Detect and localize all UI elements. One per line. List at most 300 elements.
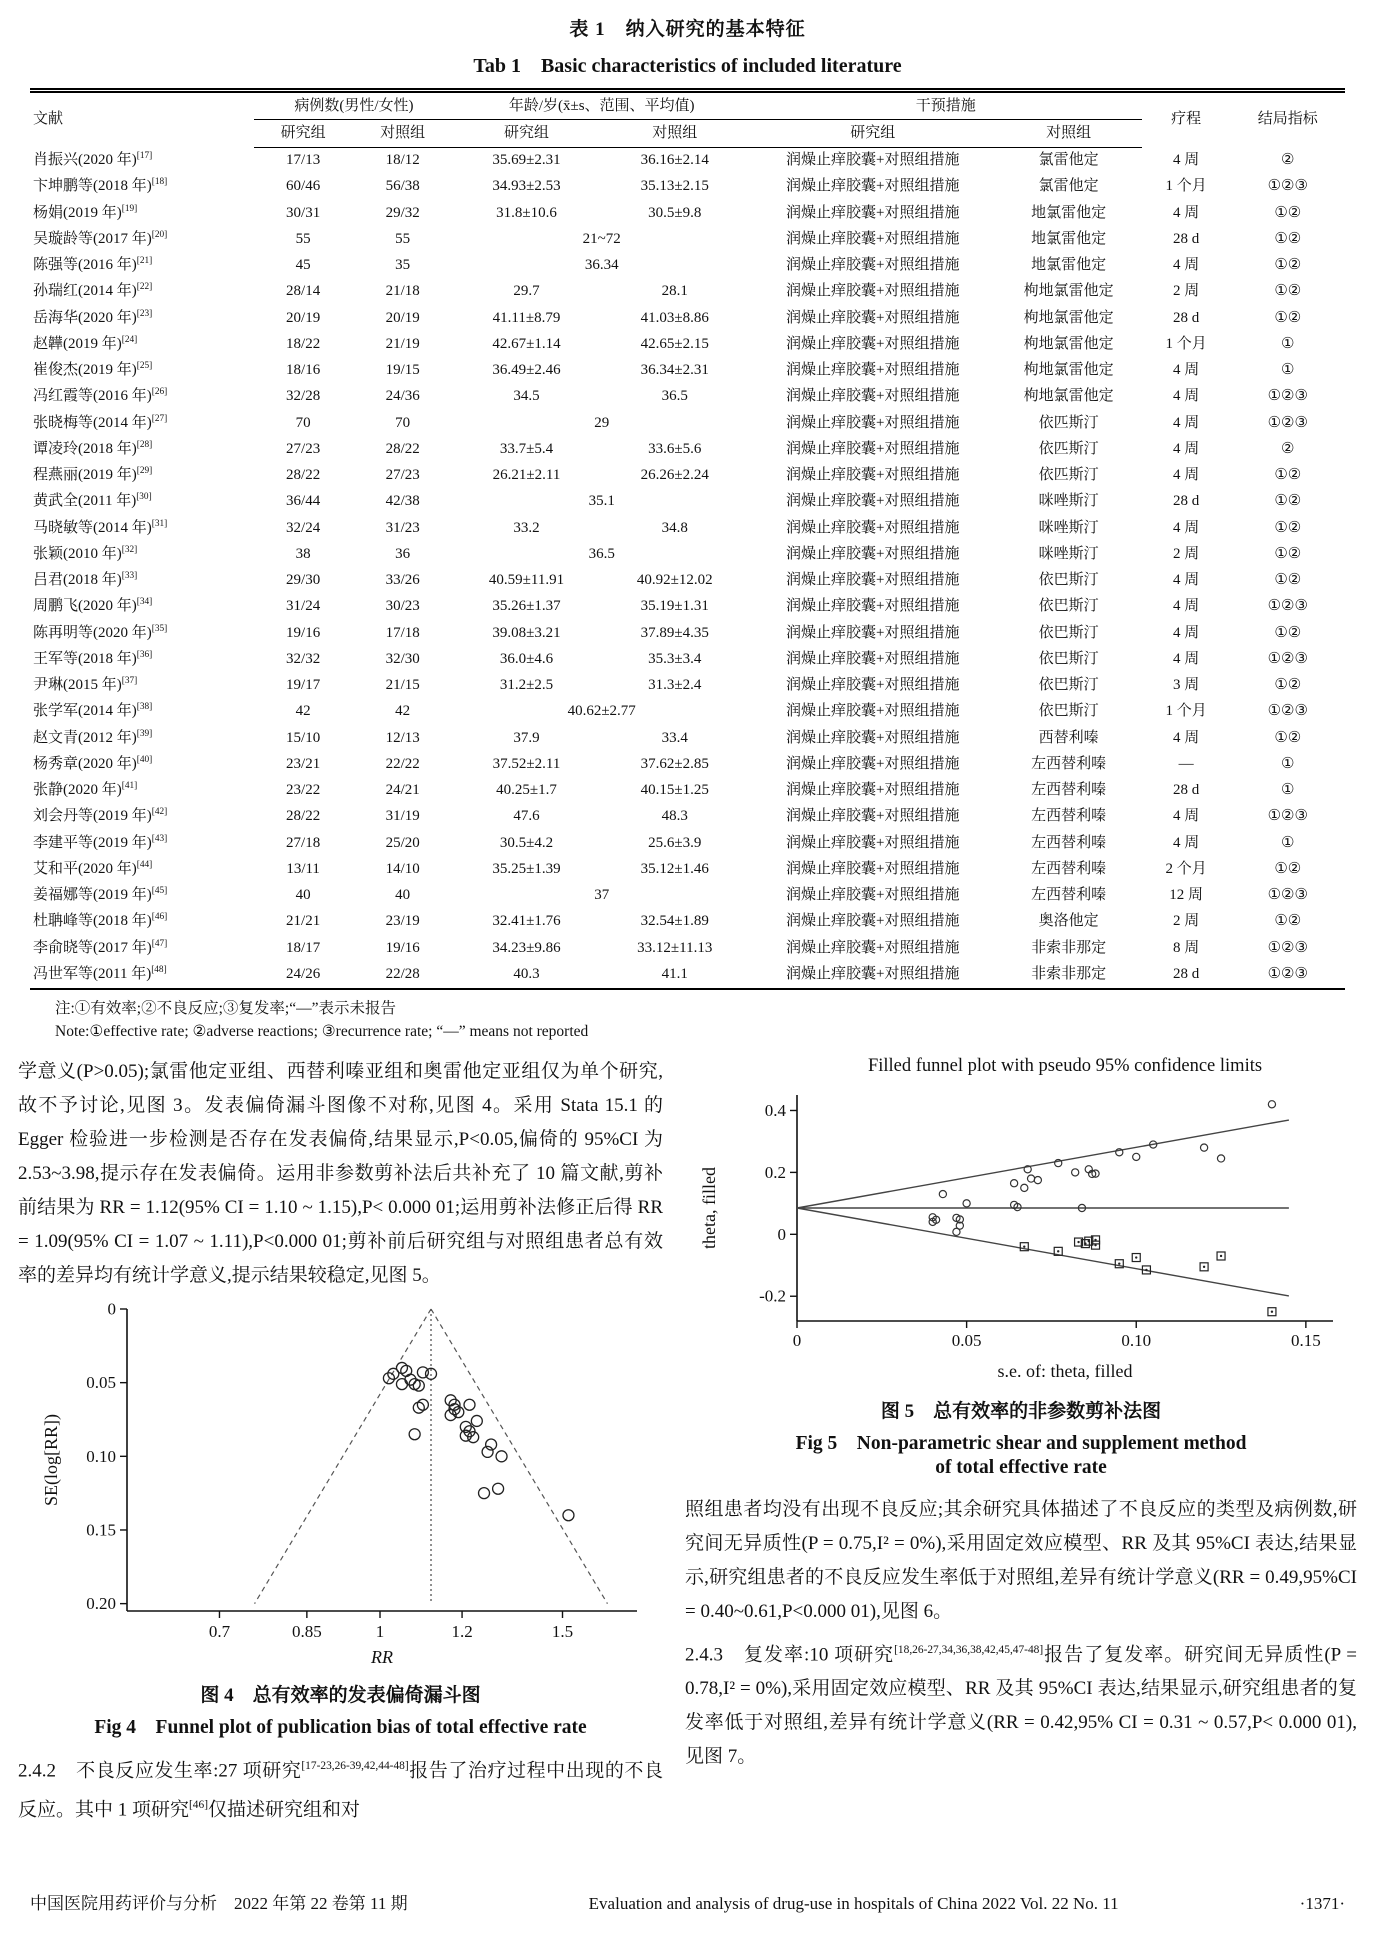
table-row — [30, 253, 1345, 279]
literature-cell: 张学军(2014 年)[38] — [33, 702, 153, 720]
col-age-group: 年龄/岁(x̄±s、范围、平均值) — [453, 91, 749, 120]
course-cell: 4 周 — [1172, 362, 1200, 378]
col-age-study: 研究组 — [453, 120, 599, 147]
cases-control-cell: 17/18 — [385, 624, 420, 641]
intervention-study-cell: 润燥止痒胶囊+对照组措施 — [785, 309, 960, 326]
literature-cell: 赵文青(2012 年)[39] — [33, 728, 153, 746]
literature-cell: 张晓梅等(2014 年)[27] — [33, 413, 168, 431]
age-control-cell: 34.8 — [661, 519, 688, 536]
col-age-control: 对照组 — [600, 120, 750, 147]
intervention-control-cell: 非索非那定 — [1031, 965, 1107, 982]
literature-cell: 冯红霞等(2016 年)[26] — [33, 387, 168, 405]
table-row — [30, 200, 1345, 226]
table-row — [30, 305, 1345, 331]
outcome-cell: ①② — [1274, 493, 1302, 510]
reference-superscript: [22] — [136, 282, 153, 293]
outcome-cell: ①② — [1274, 230, 1302, 247]
cases-control-cell: 19/16 — [385, 939, 420, 956]
svg-text:1: 1 — [375, 1621, 384, 1641]
cases-study-cell: 19/16 — [286, 624, 321, 641]
course-cell: 4 周 — [1172, 519, 1200, 536]
paragraph-2-4-3: 2.4.3 复发率:10 项研究[18,26-27,34,36,38,42,45,47-48]报告了复发率。研究间无异质性(P = 0.78,I² = 0%),采用固定效应模型、RR 及其 95%CI 表达,结果显示,研究组患者的复发率低于对照组,差异有统计学意义(RR = 0.42,95% CI = 0.31 ~ 0.57,P< 0.000 01),见图 7。 — [685, 1643, 1358, 1767]
course-cell: 4 周 — [1172, 808, 1200, 825]
literature-cell: 张颖(2010 年)[32] — [33, 544, 138, 562]
intervention-study-cell: 润燥止痒胶囊+对照组措施 — [785, 204, 960, 221]
reference-superscript: [42] — [151, 807, 168, 818]
cases-control-cell: 21/19 — [385, 335, 420, 352]
outcome-cell: ① — [1281, 782, 1295, 798]
table-header — [30, 91, 1345, 148]
reference-superscript: [28] — [136, 439, 153, 450]
svg-text:0.10: 0.10 — [1121, 1330, 1152, 1350]
cases-control-cell: 22/28 — [385, 965, 420, 982]
age-control-cell: 31.3±2.4 — [648, 677, 702, 693]
reference-superscript: [44] — [136, 859, 153, 870]
reference-superscript: [32] — [121, 544, 138, 555]
intervention-control-cell: 氯雷他定 — [1038, 152, 1099, 168]
outcome-cell: ①② — [1274, 677, 1302, 693]
outcome-cell: ① — [1281, 362, 1295, 378]
svg-text:0.20: 0.20 — [85, 1593, 116, 1613]
intervention-study-cell: 润燥止痒胶囊+对照组措施 — [785, 230, 960, 247]
reference-superscript: [41] — [121, 781, 138, 791]
cases-control-cell: 19/15 — [385, 362, 420, 378]
cases-study-cell: 28/22 — [286, 467, 321, 483]
literature-cell: 吴璇龄等(2017 年)[20] — [33, 229, 168, 247]
table-title-zh: 表 1 纳入研究的基本特征 — [569, 19, 806, 40]
literature-cell: 卞坤鹏等(2018 年)[18] — [33, 177, 168, 195]
age-study-cell: 34.93±2.53 — [492, 178, 561, 195]
course-cell: 1 个月 — [1165, 335, 1207, 352]
outcome-cell: ② — [1281, 440, 1295, 457]
table-row — [30, 804, 1345, 830]
cases-control-cell: 14/10 — [385, 860, 420, 877]
literature-cell: 刘会丹等(2019 年)[42] — [33, 807, 168, 825]
age-control-cell: 26.26±2.24 — [640, 467, 709, 483]
intervention-control-cell: 依匹斯汀 — [1038, 467, 1099, 483]
age-control-cell: 36.16±2.14 — [640, 152, 709, 168]
table-note-en: Note:①effective rate; ②adverse reactions; ③recurrence rate; “—” means not reported — [55, 1022, 589, 1040]
literature-cell: 赵韡(2019 年)[24] — [33, 334, 138, 352]
cases-study-cell: 32/32 — [286, 650, 321, 667]
table-row — [30, 751, 1345, 777]
intervention-control-cell: 氯雷他定 — [1038, 178, 1099, 195]
svg-text:0.15: 0.15 — [1290, 1330, 1321, 1350]
svg-text:0.05: 0.05 — [951, 1330, 982, 1350]
col-literature: 文献 — [33, 111, 64, 128]
age-study-cell: 30.5±4.2 — [499, 834, 554, 851]
svg-text:RR: RR — [370, 1646, 393, 1667]
cases-study-cell: 15/10 — [286, 729, 321, 746]
outcome-cell: ①②③ — [1267, 650, 1308, 667]
cases-study-cell: 21/21 — [286, 913, 321, 930]
intervention-control-cell: 左西替利嗪 — [1031, 860, 1107, 877]
outcome-cell: ①② — [1274, 257, 1302, 273]
table-row — [30, 909, 1345, 935]
reference-superscript: [18,26-27,34,36,38,42,45,47-48] — [894, 1643, 1044, 1656]
table-row — [30, 226, 1345, 252]
literature-cell: 李建平等(2019 年)[43] — [33, 833, 168, 851]
col-cases-group: 病例数(男性/女性) — [254, 91, 453, 120]
age-control-cell: 37.62±2.85 — [640, 755, 709, 772]
intervention-study-cell: 润燥止痒胶囊+对照组措施 — [785, 283, 960, 300]
intervention-study-cell: 润燥止痒胶囊+对照组措施 — [785, 677, 960, 693]
reference-superscript: [27] — [151, 413, 168, 424]
table-row — [30, 856, 1345, 882]
intervention-control-cell: 咪唑斯汀 — [1038, 545, 1099, 562]
age-study-cell: 40.3 — [513, 965, 540, 982]
cases-study-cell: 28/14 — [286, 283, 321, 300]
intervention-control-cell: 咪唑斯汀 — [1038, 519, 1099, 536]
age-control-cell: 41.03±8.86 — [640, 309, 709, 326]
table-row — [30, 594, 1345, 620]
reference-superscript: [46] — [151, 912, 168, 923]
cases-study-cell: 17/13 — [286, 152, 321, 168]
svg-text:0.85: 0.85 — [291, 1621, 322, 1641]
reference-superscript: [48] — [151, 964, 167, 975]
age-control-cell: 33.4 — [661, 729, 688, 746]
course-cell: 8 周 — [1172, 939, 1200, 956]
table-row — [30, 174, 1345, 200]
cases-study-cell: 19/17 — [286, 677, 321, 693]
outcome-cell: ① — [1281, 755, 1295, 772]
age-study-cell: 31.8±10.6 — [496, 204, 557, 221]
intervention-study-cell: 润燥止痒胶囊+对照组措施 — [785, 624, 960, 641]
page-footer — [30, 1889, 1345, 1914]
cases-study-cell: 30/31 — [286, 204, 321, 221]
outcome-cell: ①② — [1274, 467, 1302, 483]
cases-control-cell: 40 — [395, 887, 411, 903]
intervention-control-cell: 地氯雷他定 — [1031, 257, 1107, 273]
svg-text:0.05: 0.05 — [85, 1372, 116, 1392]
course-cell: 4 周 — [1172, 834, 1200, 851]
age-control-cell: 32.54±1.89 — [640, 913, 709, 930]
fig4-caption-en: Fig 4 Funnel plot of publication bias of total effective rate — [94, 1716, 587, 1738]
literature-cell: 陈再明等(2020 年)[35] — [33, 623, 168, 641]
age-control-cell: 35.13±2.15 — [640, 178, 709, 195]
svg-text:-0.2: -0.2 — [759, 1286, 786, 1306]
cases-study-cell: 60/46 — [286, 178, 321, 195]
cases-control-cell: 32/30 — [385, 650, 420, 667]
fig4-caption-zh: 图 4 总有效率的发表偏倚漏斗图 — [200, 1684, 481, 1706]
cases-control-cell: 55 — [395, 230, 411, 247]
course-cell: 2 周 — [1172, 283, 1200, 300]
cases-study-cell: 20/19 — [286, 309, 321, 326]
reference-superscript: [24] — [121, 334, 138, 345]
literature-cell: 杨秀章(2020 年)[40] — [33, 754, 153, 772]
outcome-cell: ①② — [1274, 913, 1302, 930]
age-control-cell: 35.12±1.46 — [640, 860, 709, 877]
age-study-cell: 33.2 — [513, 519, 540, 536]
outcome-cell: ①② — [1274, 729, 1302, 746]
intervention-control-cell: 依巴斯汀 — [1038, 572, 1099, 588]
cases-study-cell: 18/17 — [286, 939, 321, 956]
outcome-cell: ①② — [1274, 572, 1302, 588]
fig5-caption-en-line2: of total effective rate — [935, 1456, 1107, 1478]
outcome-cell: ①②③ — [1267, 965, 1308, 982]
fig5-caption-en-line1: Fig 5 Non-parametric shear and supplement method — [795, 1432, 1247, 1454]
age-control-cell: 40.92±12.02 — [636, 572, 713, 588]
outcome-cell: ①②③ — [1267, 808, 1308, 825]
fig5-filled-funnel-plot — [685, 1055, 1357, 1385]
cases-control-cell: 23/19 — [385, 913, 420, 930]
col-cases-control: 对照组 — [352, 120, 454, 147]
reference-superscript: [37] — [121, 676, 138, 686]
svg-text:0.2: 0.2 — [764, 1162, 786, 1182]
intervention-study-cell: 润燥止痒胶囊+对照组措施 — [785, 467, 960, 483]
course-cell: 4 周 — [1172, 467, 1200, 483]
svg-text:0: 0 — [792, 1330, 802, 1350]
reference-superscript: [30] — [136, 492, 152, 503]
reference-superscript: [23] — [136, 308, 153, 319]
two-column-body — [0, 1055, 1375, 1832]
literature-cell: 尹琳(2015 年)[37] — [33, 676, 138, 693]
table-row — [30, 358, 1345, 384]
table-row — [30, 620, 1345, 646]
age-study-cell: 29.7 — [513, 283, 540, 300]
table-row — [30, 725, 1345, 751]
intervention-study-cell: 润燥止痒胶囊+对照组措施 — [785, 598, 960, 615]
table-row — [30, 673, 1345, 699]
reference-superscript: [17] — [136, 150, 153, 161]
intervention-control-cell: 左西替利嗪 — [1031, 834, 1107, 851]
age-study-cell: 26.21±2.11 — [492, 467, 561, 483]
table-row — [30, 699, 1345, 725]
table-row — [30, 279, 1345, 305]
course-cell: 1 个月 — [1165, 703, 1207, 720]
age-control-cell: 35.3±3.4 — [648, 650, 702, 667]
intervention-study-cell: 润燥止痒胶囊+对照组措施 — [785, 335, 960, 352]
course-cell: 28 d — [1172, 493, 1200, 510]
outcome-cell: ② — [1281, 151, 1295, 168]
outcome-cell: ①② — [1274, 624, 1302, 641]
cases-study-cell: 18/22 — [286, 335, 321, 352]
table-row — [30, 883, 1345, 909]
reference-superscript: [19] — [121, 203, 138, 214]
age-study-cell: 40.25±1.7 — [496, 782, 557, 798]
table-row — [30, 935, 1345, 961]
table-row — [30, 778, 1345, 804]
literature-cell: 王军等(2018 年)[36] — [33, 649, 153, 667]
intervention-study-cell: 润燥止痒胶囊+对照组措施 — [785, 965, 960, 982]
age-control-cell: 25.6±3.9 — [648, 834, 702, 851]
col-intervention-group: 干预措施 — [750, 91, 1142, 120]
literature-cell: 冯世军等(2011 年)[48] — [33, 964, 167, 982]
table-row — [30, 489, 1345, 515]
intervention-study-cell: 润燥止痒胶囊+对照组措施 — [785, 650, 960, 667]
intervention-control-cell: 奥洛他定 — [1038, 913, 1099, 930]
intervention-control-cell: 左西替利嗪 — [1031, 887, 1107, 903]
cases-study-cell: 13/11 — [286, 860, 320, 877]
intervention-study-cell: 润燥止痒胶囊+对照组措施 — [785, 834, 960, 851]
outcome-cell: ①②③ — [1267, 388, 1308, 405]
course-cell: 4 周 — [1172, 598, 1200, 615]
age-span-cell: 37 — [594, 887, 610, 903]
reference-superscript: [17-23,26-39,42,44-48] — [301, 1759, 409, 1772]
literature-cell: 艾和平(2020 年)[44] — [33, 859, 153, 877]
cases-study-cell: 32/24 — [286, 519, 321, 536]
age-control-cell: 42.65±2.15 — [640, 335, 709, 352]
outcome-cell: ①② — [1274, 283, 1302, 300]
cases-control-cell: 31/19 — [385, 808, 420, 825]
intervention-control-cell: 非索非那定 — [1031, 939, 1107, 956]
course-cell: 4 周 — [1172, 388, 1200, 405]
table-row — [30, 384, 1345, 410]
outcome-cell: ①② — [1274, 519, 1302, 536]
intervention-control-cell: 依匹斯汀 — [1038, 440, 1099, 457]
course-cell: 2 周 — [1172, 545, 1200, 562]
cases-control-cell: 42 — [395, 703, 411, 720]
cases-study-cell: 18/16 — [286, 362, 321, 378]
svg-text:SE(log[RR]): SE(log[RR]) — [40, 1413, 61, 1506]
course-cell: 28 d — [1172, 309, 1200, 326]
cases-study-cell: 27/23 — [286, 440, 321, 457]
intervention-control-cell: 依巴斯汀 — [1038, 677, 1099, 693]
age-span-cell: 40.62±2.77 — [567, 703, 636, 720]
footer-page-number: ·1371· — [1299, 1894, 1345, 1913]
cases-study-cell: 23/22 — [286, 782, 321, 798]
reference-superscript: [38] — [136, 702, 153, 713]
intervention-study-cell: 润燥止痒胶囊+对照组措施 — [785, 519, 960, 536]
svg-text:1.5: 1.5 — [551, 1621, 573, 1641]
svg-text:Filled funnel plot with pseudo: Filled funnel plot with pseudo 95% confidence limits — [867, 1055, 1263, 1076]
course-cell: 4 周 — [1172, 650, 1200, 667]
outcome-cell: ①②③ — [1267, 887, 1308, 903]
reference-superscript: [39] — [136, 728, 153, 739]
outcome-cell: ①② — [1274, 309, 1302, 326]
reference-superscript: [20] — [151, 229, 168, 240]
course-cell: 2 个月 — [1165, 860, 1207, 877]
reference-superscript: [18] — [151, 177, 168, 188]
cases-study-cell: 23/21 — [286, 755, 321, 772]
reference-superscript: [47] — [151, 938, 168, 949]
paragraph-adverse-reactions: 照组患者均没有出现不良反应;其余研究具体描述了不良反应的类型及病例数,研究间无异质性(P = 0.75,I² = 0%),采用固定效应模型、RR 及其 95%CI 表达,结果显示,研究组患者的不良反应发生率低于对照组,差异有统计学意义(RR = 0.49,95%CI = 0.40~0.61,P<0.000 01),见图 6。 — [685, 1498, 1357, 1622]
table-row — [30, 410, 1345, 436]
table-row — [30, 646, 1345, 672]
cases-control-cell: 42/38 — [385, 493, 420, 510]
intervention-study-cell: 润燥止痒胶囊+对照组措施 — [785, 729, 960, 746]
intervention-control-cell: 左西替利嗪 — [1031, 755, 1107, 772]
table-row — [30, 463, 1345, 489]
literature-cell: 肖振兴(2020 年)[17] — [33, 150, 153, 168]
literature-cell: 吕君(2018 年)[33] — [33, 571, 138, 588]
table-row — [30, 331, 1345, 357]
svg-text:0.4: 0.4 — [764, 1100, 786, 1120]
fig4-funnel-plot — [31, 1297, 651, 1669]
age-control-cell: 37.89±4.35 — [640, 624, 709, 641]
left-column — [18, 1055, 663, 1832]
svg-text:s.e. of: theta, filled: s.e. of: theta, filled — [997, 1360, 1133, 1381]
svg-text:1.2: 1.2 — [450, 1621, 473, 1641]
intervention-study-cell: 润燥止痒胶囊+对照组措施 — [785, 493, 960, 510]
age-study-cell: 34.5 — [513, 388, 540, 405]
right-column — [685, 1055, 1357, 1832]
intervention-study-cell: 润燥止痒胶囊+对照组措施 — [785, 362, 960, 378]
literature-cell: 杨娟(2019 年)[19] — [33, 203, 138, 221]
age-span-cell: 36.5 — [588, 545, 615, 562]
cases-control-cell: 33/26 — [385, 572, 420, 588]
table-row — [30, 436, 1345, 462]
outcome-cell: ①②③ — [1267, 414, 1308, 431]
age-study-cell: 35.26±1.37 — [492, 598, 561, 615]
intervention-control-cell: 枸地氯雷他定 — [1023, 362, 1114, 378]
intervention-study-cell: 润燥止痒胶囊+对照组措施 — [785, 887, 960, 903]
table-row — [30, 541, 1345, 567]
literature-cell: 姜福娜等(2019 年)[45] — [33, 886, 168, 903]
age-study-cell: 37.52±2.11 — [492, 755, 561, 772]
course-cell: 4 周 — [1172, 729, 1200, 746]
col-intervention-control: 对照组 — [996, 120, 1142, 147]
age-control-cell: 30.5±9.8 — [648, 204, 702, 221]
cases-control-cell: 35 — [395, 257, 411, 273]
cases-control-cell: 21/18 — [385, 283, 420, 300]
cases-study-cell: 42 — [295, 703, 311, 720]
literature-cell: 杜聃峰等(2018 年)[46] — [33, 912, 168, 930]
col-course: 疗程 — [1171, 111, 1202, 128]
cases-control-cell: 21/15 — [385, 677, 420, 693]
intervention-study-cell: 润燥止痒胶囊+对照组措施 — [785, 414, 960, 431]
age-study-cell: 41.11±8.79 — [492, 309, 561, 326]
cases-control-cell: 31/23 — [385, 519, 420, 536]
literature-table-body — [30, 147, 1345, 989]
footer-journal-zh: 中国医院用药评价与分析 2022 年第 22 卷第 11 期 — [30, 1894, 408, 1913]
cases-study-cell: 29/30 — [286, 572, 321, 588]
intervention-control-cell: 西替利嗪 — [1038, 729, 1099, 746]
svg-text:0.10: 0.10 — [85, 1446, 116, 1466]
outcome-cell: ①② — [1274, 860, 1302, 877]
course-cell: 4 周 — [1172, 440, 1200, 457]
course-cell: 28 d — [1172, 782, 1200, 798]
literature-table — [30, 88, 1345, 990]
outcome-cell: ①②③ — [1267, 598, 1308, 615]
intervention-control-cell: 枸地氯雷他定 — [1023, 335, 1114, 352]
cases-control-cell: 24/21 — [385, 782, 420, 798]
intervention-study-cell: 润燥止痒胶囊+对照组措施 — [785, 152, 960, 168]
course-cell: 4 周 — [1172, 572, 1200, 588]
intervention-control-cell: 依巴斯汀 — [1038, 703, 1099, 720]
intervention-study-cell: 润燥止痒胶囊+对照组措施 — [785, 545, 960, 562]
course-cell: 12 周 — [1169, 887, 1203, 903]
cases-control-cell: 24/36 — [385, 388, 420, 405]
cases-study-cell: 27/18 — [286, 834, 321, 851]
cases-control-cell: 70 — [395, 414, 411, 431]
cases-study-cell: 38 — [295, 545, 311, 562]
cases-control-cell: 25/20 — [385, 834, 420, 851]
course-cell: 28 d — [1172, 230, 1200, 247]
cases-control-cell: 36 — [395, 545, 411, 562]
cases-study-cell: 55 — [295, 230, 311, 247]
age-control-cell: 33.12±11.13 — [637, 939, 713, 956]
svg-text:0.15: 0.15 — [85, 1519, 116, 1539]
intervention-control-cell: 咪唑斯汀 — [1038, 493, 1099, 510]
age-study-cell: 42.67±1.14 — [492, 335, 561, 352]
paragraph-publication-bias: 学意义(P>0.05);氯雷他定亚组、西替利嗪亚组和奥雷他定亚组仅为单个研究,故不予讨论,见图 3。发表偏倚漏斗图像不对称,见图 4。采用 Stata 15.1 的 Egger 检验进一步检测是否存在发表偏倚,结果显示,P<0.05,偏倚的 95%CI 为 2.53~3.98,提示存在发表偏倚。运用非参数剪补法后共补充了 10 篇文献,剪补前结果为 RR = 1.12(95% CI = 1.10 ~ 1.15),P< 0.000 01;运用剪补法修正后得 RR = 1.09(95% CI = 1.07 ~ 1.11),P<0.000 01;剪补前后研究组与对照组患者总有效率的差异均有统计学意义,提示结果较稳定,见图 5。 — [18, 1060, 663, 1286]
svg-text:0.7: 0.7 — [208, 1621, 230, 1641]
table-row — [30, 515, 1345, 541]
reference-superscript: [36] — [136, 649, 153, 660]
literature-cell: 张静(2020 年)[41] — [33, 781, 138, 798]
age-control-cell: 48.3 — [661, 808, 688, 825]
intervention-control-cell: 左西替利嗪 — [1031, 808, 1107, 825]
table-title-block — [0, 0, 1375, 78]
literature-cell: 崔俊杰(2019 年)[25] — [33, 361, 153, 378]
reference-superscript: [21] — [136, 256, 153, 266]
table-row — [30, 147, 1345, 174]
outcome-cell: ①②③ — [1267, 703, 1308, 720]
cases-study-cell: 32/28 — [286, 388, 321, 405]
course-cell: 2 周 — [1172, 913, 1200, 930]
age-study-cell: 35.25±1.39 — [492, 860, 561, 877]
